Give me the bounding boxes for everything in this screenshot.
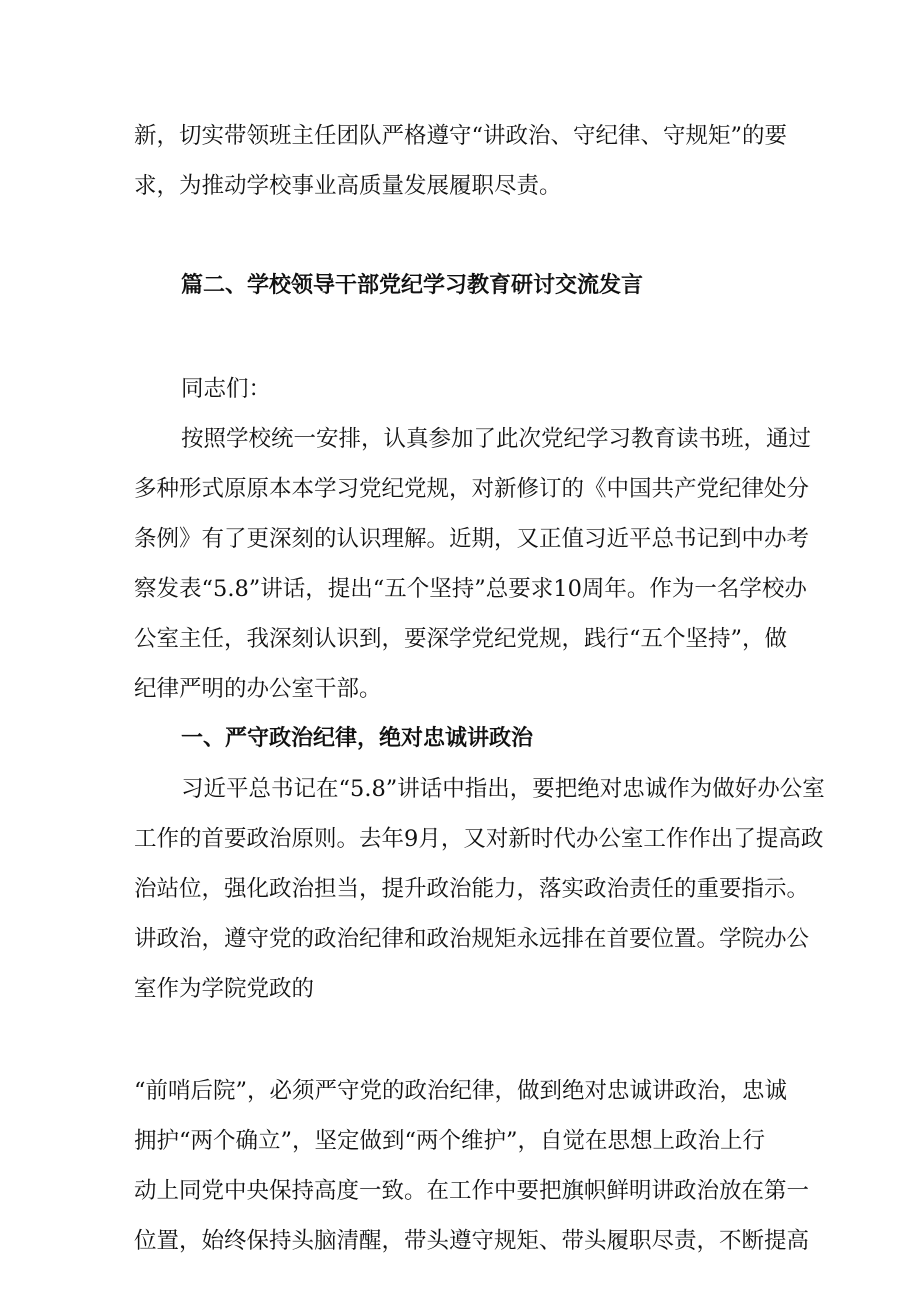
text-line: 条例》有了更深刻的认识理解。近期，又正值习近平总书记到中办考 bbox=[134, 526, 810, 552]
subsection-heading: 一、严守政治纪律，绝对忠诚讲政治 bbox=[181, 726, 534, 751]
text-line: 纪律严明的办公室干部。 bbox=[134, 676, 382, 702]
section-heading: 篇二、学校领导干部党纪学习教育研讨交流发言 bbox=[181, 273, 644, 298]
text-line: 位置，始终保持头脑清醒，带头遵守规矩、带头履职尽责，不断提高 bbox=[134, 1228, 810, 1254]
text-line: 动上同党中央保持高度一致。在工作中要把旗帜鲜明讲政治放在第一 bbox=[134, 1178, 810, 1204]
text-line: 求，为推动学校事业高质量发展履职尽责。 bbox=[134, 173, 562, 199]
text-line: 室作为学院党政的 bbox=[134, 976, 315, 1002]
text-line: 讲政治，遵守党的政治纪律和政治规矩永远排在首要位置。学院办公 bbox=[134, 926, 810, 952]
text-line: 新，切实带领班主任团队严格遵守“讲政治、守纪律、守规矩”的要 bbox=[134, 123, 788, 149]
text-line: 习近平总书记在“5.8”讲话中指出，要把绝对忠诚作为做好办公室 bbox=[181, 776, 825, 802]
salutation: 同志们： bbox=[181, 376, 272, 402]
text-line: “前哨后院”，必须严守党的政治纪律，做到绝对忠诚讲政治，忠诚 bbox=[134, 1078, 788, 1104]
text-line: 按照学校统一安排，认真参加了此次党纪学习教育读书班，通过 bbox=[181, 426, 812, 452]
text-line: 工作的首要政治原则。去年9月，又对新时代办公室工作作出了提高政 bbox=[134, 826, 824, 852]
text-line: 多种形式原原本本学习党纪党规，对新修订的《中国共产党纪律处分 bbox=[134, 476, 810, 502]
text-line: 察发表“5.8”讲话，提出“五个坚持”总要求10周年。作为一名学校办 bbox=[134, 576, 807, 602]
text-line: 治站位，强化政治担当，提升政治能力，落实政治责任的重要指示。 bbox=[134, 876, 810, 902]
text-line: 拥护“两个确立”，坚定做到“两个维护”，自觉在思想上政治上行 bbox=[134, 1128, 766, 1154]
text-line: 公室主任，我深刻认识到，要深学党纪党规，践行“五个坚持”，做 bbox=[134, 626, 788, 652]
